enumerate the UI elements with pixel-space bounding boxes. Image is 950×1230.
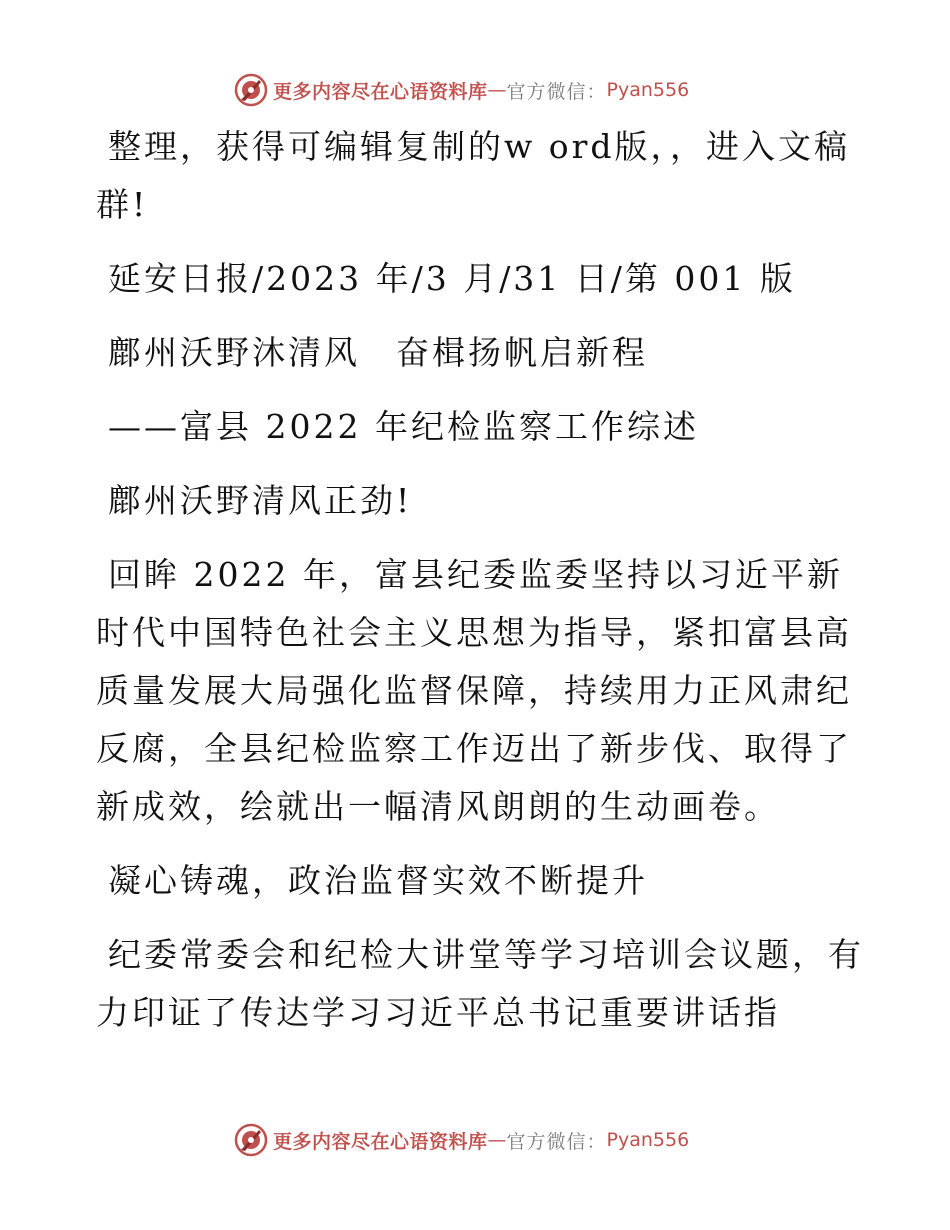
quill-circle-icon [233,1122,269,1158]
lead-sentence: 鄜州沃野清风正劲! [108,481,413,520]
body-paragraph: 回眸 2022 年，富县纪委监委坚持以习近平新时代中国特色社会主义思想为指导，紧扣富县高质量发展大局强化监督保障，持续用力正风肃纪反腐，全县纪检监察工作迈出了新步伐、取得了新成效，绘就出一幅清风朗朗的生动画卷。 [96,555,852,826]
document-body [96,118,866,1058]
watermark-brand: 更多内容尽在心语资料库 [273,1130,488,1153]
watermark-brand: 更多内容尽在心语资料库 [273,80,488,103]
watermark-official-label: 官方微信： [506,80,607,103]
body-paragraph: 纪委常委会和纪检大讲堂等学习培训会议题，有力印证了传达学习习近平总书记重要讲话指 [96,935,864,1032]
intro-paragraph: 整理，获得可编辑复制的w ord版，，进入文稿群! [96,127,851,224]
watermark-separator: — [487,79,507,101]
footer-watermark [233,1120,689,1160]
article-title: 鄜州沃野沐清风 奋楫扬帆启新程 [108,333,648,372]
watermark-wechat-id: Pyan556 [606,1129,690,1151]
watermark-wechat-id: Pyan556 [606,79,690,101]
header-watermark [233,70,689,110]
article-subtitle: ——富县 2022 年纪检监察工作综述 [108,407,699,446]
watermark-separator: — [487,1129,507,1151]
watermark-official-label: 官方微信： [506,1130,607,1153]
quill-circle-icon [233,72,269,108]
source-line: 延安日报/2023 年/3 月/31 日/第 001 版 [108,259,796,298]
section-heading: 凝心铸魂，政治监督实效不断提升 [108,861,648,900]
